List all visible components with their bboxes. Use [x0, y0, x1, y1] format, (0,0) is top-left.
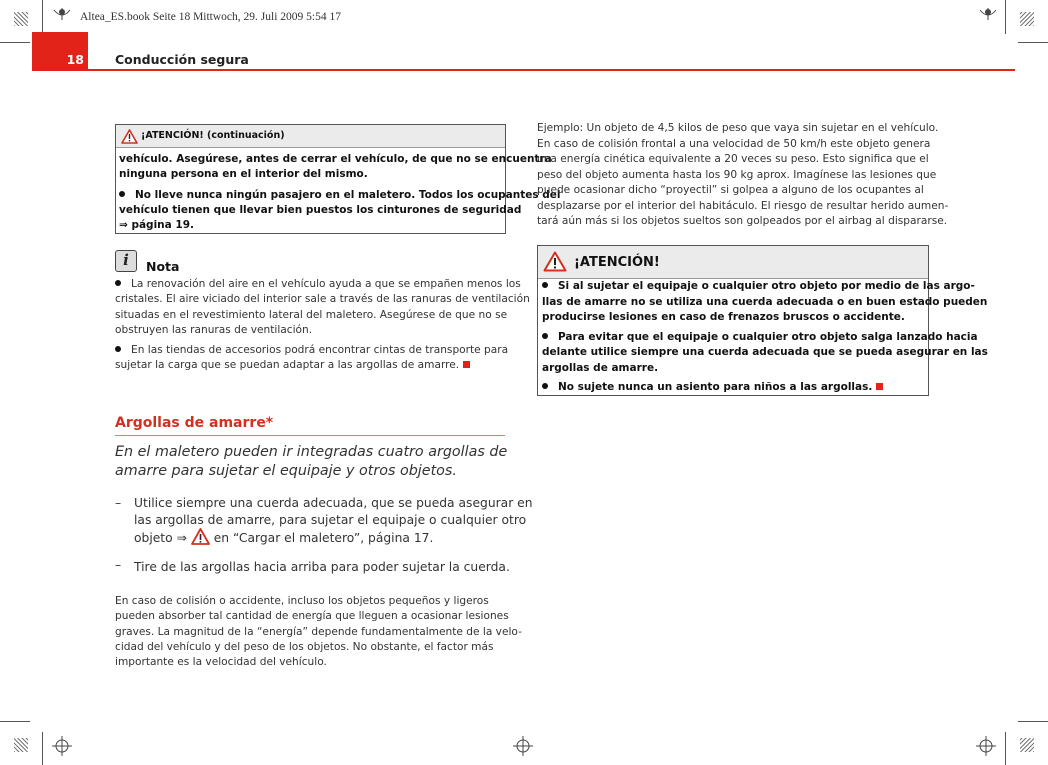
warning-triangle-icon [543, 251, 567, 272]
warning-header [538, 246, 928, 279]
text: La renovación del aire en el vehículo ayuda a que se empañen menos los [131, 278, 521, 290]
end-mark-icon [463, 361, 470, 368]
print-metadata: Altea_ES.book Seite 18 Mittwoch, 29. Juli 2009 5:54 17 [80, 11, 341, 23]
text-line: En el maletero pueden ir integradas cuatro argollas de [115, 444, 508, 460]
warning-title: ¡ATENCIÓN! [574, 255, 660, 270]
page-number-text: 18 [66, 52, 84, 67]
text-line: cristales. El aire viciado del interior sale a través de las ranuras de ventilación [115, 293, 530, 306]
dash: – [115, 496, 122, 510]
crop-mark [42, 732, 43, 765]
crop-mark [1018, 42, 1048, 43]
bullet-icon [115, 280, 121, 286]
text-line: pueden absorber tal cantidad de energía que lleguen a ocasionar lesiones [115, 610, 509, 623]
text-line: peso del objeto aumenta hasta los 90 kg aprox. Imagínese las lesiones que [537, 168, 937, 181]
text-line [542, 330, 988, 346]
step-2: Tire de las argollas hacia arriba para poder sujetar la cuerda. [134, 559, 510, 574]
heading-rule [115, 435, 505, 436]
text: Para evitar que el equipaje o cualquier otro objeto salga lanzado hacia [558, 330, 978, 343]
step-list [115, 495, 533, 575]
text-line: vehículo. Asegúrese, antes de cerrar el vehículo, de que no se encuentra [119, 153, 552, 165]
end-mark-icon [876, 383, 883, 390]
warning-continued-box [115, 124, 561, 234]
collision-paragraph [115, 594, 522, 670]
text-line: En caso de colisión o accidente, incluso los objetos pequeños y ligeros [115, 595, 489, 607]
text-line: cidad del vehículo y del peso de los objetos. No obstante, el factor más [115, 640, 494, 653]
text-line: delante utilice siempre una cuerda adecuada que se pueda asegurar en las [542, 346, 988, 358]
text-line: puede ocasionar dicho “proyectil” si golpea a alguno de los ocupantes al [537, 184, 924, 196]
crop-mark [0, 721, 30, 722]
text-line: ninguna persona en el interior del mismo. [119, 168, 368, 181]
registration-mark-icon [513, 736, 533, 756]
example-paragraph [537, 121, 948, 230]
registration-mark-icon [976, 736, 996, 756]
text: sujetar la carga que se puedan adaptar a las argollas de amarre. [115, 359, 460, 372]
text-line: tará aún más si los objetos sueltos son golpeados por el airbag al dispararse. [537, 215, 948, 227]
warning-header [116, 125, 505, 148]
info-icon: i [115, 250, 137, 272]
crop-mark [1018, 721, 1048, 722]
bullet-icon [542, 282, 548, 288]
text-line: argollas de amarre. [542, 361, 659, 374]
bullet-icon [115, 346, 121, 352]
text-line: obstruyen las ranuras de ventilación. [115, 323, 313, 336]
text-line: Ejemplo: Un objeto de 4,5 kilos de peso que vaya sin sujetar en el vehículo. [537, 122, 939, 134]
text-line: importante es la velocidad del vehículo. [115, 656, 327, 669]
text-line [119, 188, 561, 203]
registration-mark-icon [978, 6, 998, 22]
page-link[interactable]: en “Cargar el maletero”, página 17. [213, 531, 434, 545]
text-line: producirse lesiones en caso de frenazos bruscos o accidente. [542, 311, 905, 323]
text-line: Utilice siempre una cuerda adecuada, que se pueda asegurar en [134, 496, 533, 510]
color-bar-icon [1020, 12, 1034, 26]
color-bar-icon [14, 12, 28, 26]
warning-triangle-icon [121, 129, 138, 144]
text-line [542, 279, 988, 295]
warning-box [537, 245, 988, 396]
text: No lleve nunca ningún pasajero en el maletero. Todos los ocupantes del [135, 188, 561, 201]
color-bar-icon [1020, 738, 1034, 752]
text: No sujete nunca un asiento para niños a las argollas. [558, 381, 873, 393]
text-line [115, 358, 530, 373]
crop-mark [42, 0, 43, 34]
page-number [32, 52, 88, 67]
text-line: graves. La magnitud de la “energía” depende fundamentalmente de la velo- [115, 625, 522, 638]
warning-triangle-icon[interactable] [191, 528, 210, 545]
crop-mark [1005, 0, 1006, 34]
text-line [115, 343, 530, 358]
color-bar-icon [14, 738, 28, 752]
registration-mark-icon [52, 736, 72, 756]
text-line: situadas en el revestimiento lateral del maletero. Asegúrese de que no se [115, 308, 508, 321]
text-line: desplazarse por el interior del habitáculo. El riesgo de resultar herido aumen- [537, 199, 949, 212]
warning-title: ¡ATENCIÓN! (continuación) [141, 130, 285, 141]
crop-mark [1005, 732, 1006, 765]
note-title: Nota [146, 259, 180, 274]
warning-text [542, 279, 988, 396]
text: En las tiendas de accesorios podrá encontrar cintas de transporte para [131, 344, 509, 357]
text-line: las argollas de amarre, para sujetar el equipaje o cualquier otro [134, 512, 527, 527]
step-1 [134, 495, 533, 547]
header-rule [32, 69, 1015, 71]
bullet-icon [119, 191, 125, 197]
text-line [115, 277, 530, 292]
dash: – [115, 558, 122, 572]
warning-text [119, 152, 561, 233]
text-line: En caso de colisión frontal a una velocidad de 50 km/h este objeto genera [537, 137, 931, 150]
registration-mark-icon [52, 6, 72, 22]
text-line [134, 528, 533, 547]
text: objeto ⇒ [134, 531, 187, 545]
bullet-icon [542, 383, 548, 389]
crop-mark [0, 42, 30, 43]
bullet-icon [542, 333, 548, 339]
note-text [115, 277, 530, 374]
intro-text [115, 443, 507, 481]
section-title: Conducción segura [115, 52, 249, 67]
text-line [542, 380, 988, 396]
text-line: llas de amarre no se utiliza una cuerda adecuada o en buen estado pueden [542, 295, 988, 308]
text: Si al sujetar el equipaje o cualquier otro objeto por medio de las argo- [558, 280, 975, 292]
section-heading: Argollas de amarre* [115, 415, 274, 431]
text-line: una energía cinética equivalente a 20 veces su peso. Esto significa que el [537, 153, 929, 165]
text-line: vehículo tienen que llevar bien puestos los cinturones de seguridad [119, 203, 522, 216]
text-line: amarre para sujetar el equipaje y otros objetos. [115, 463, 457, 479]
page-link[interactable]: ⇒ página 19. [119, 219, 194, 232]
